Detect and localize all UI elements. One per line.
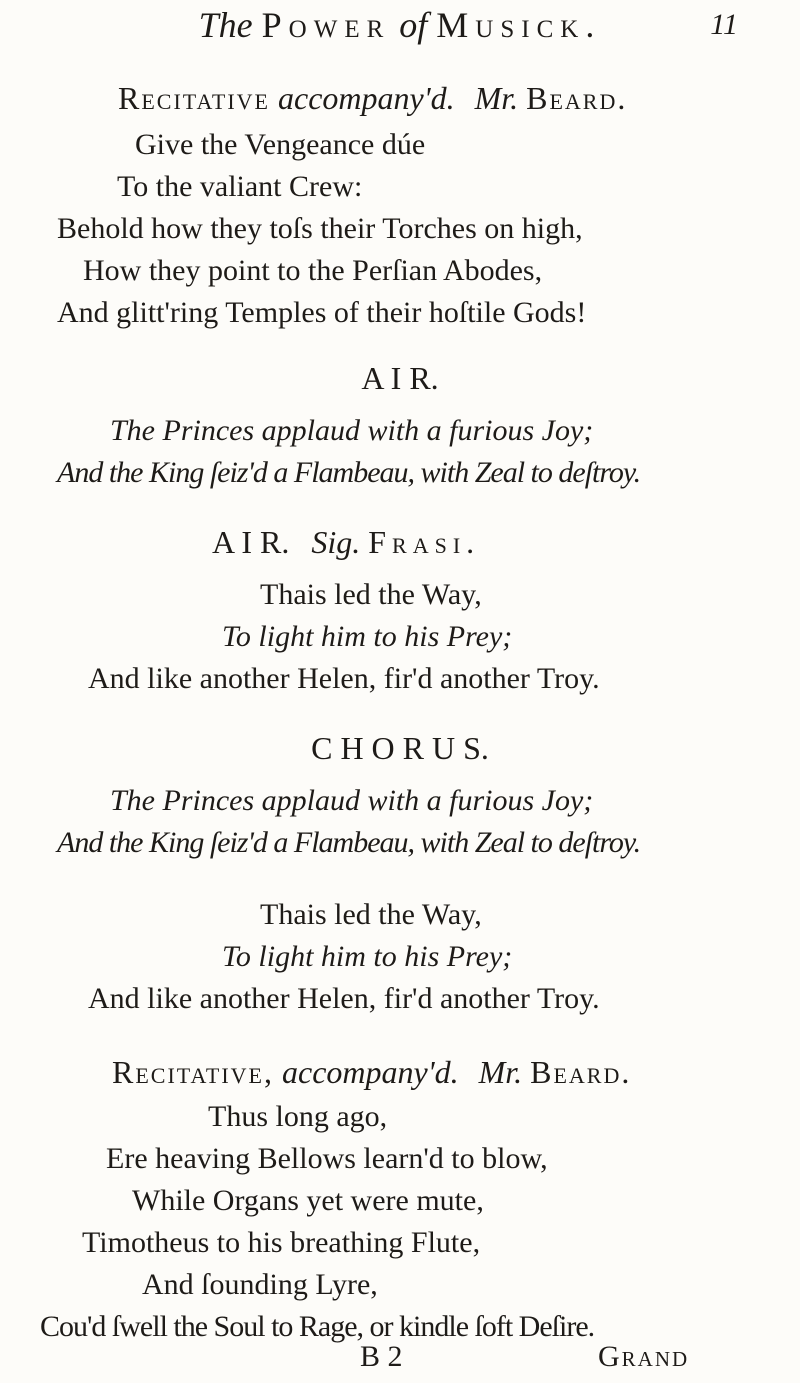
verse-line: To light him to his Prey; — [222, 940, 513, 973]
heading-label: Recitative, — [112, 1054, 274, 1090]
verse-line: And glitt'ring Temples of their hoſtile Gods! — [57, 296, 587, 329]
verse-line: And ſounding Lyre, — [142, 1268, 378, 1301]
running-header — [0, 4, 800, 46]
heading-singer-prefix: Mr. — [478, 1054, 523, 1090]
verse-line: Cou'd ſwell the Soul to Rage, or kindle ſoft Deſire. — [40, 1310, 595, 1343]
verse-line: And like another Helen, fir'd another Troy. — [88, 662, 600, 695]
page-footer — [0, 1340, 800, 1380]
catchword: Grand — [598, 1340, 690, 1373]
heading-label: A I R. — [212, 524, 290, 560]
verse-line: Thais led the Way, — [260, 578, 482, 611]
header-title-the: The — [198, 5, 253, 45]
section-heading-recitative-2 — [112, 1054, 631, 1091]
signature-mark: B 2 — [360, 1340, 403, 1373]
verse-line: Thais led the Way, — [260, 898, 482, 931]
verse-line: The Princes applaud with a furious Joy; — [110, 414, 594, 447]
header-title-power: Power — [261, 5, 391, 45]
heading-singer: Beard. — [526, 80, 628, 116]
verse-line: While Organs yet were mute, — [132, 1184, 484, 1217]
heading-label: Recitative — [118, 80, 270, 116]
verse-line: Thus long ago, — [208, 1100, 388, 1133]
verse-line: Give the Vengeance dúe — [135, 128, 426, 161]
header-title-musick: Musick. — [436, 5, 602, 45]
verse-line: To light him to his Prey; — [222, 620, 513, 653]
verse-line: The Princes applaud with a furious Joy; — [110, 784, 594, 817]
verse-line: Ere heaving Bellows learn'd to blow, — [106, 1142, 548, 1175]
verse-line: To the valiant Crew: — [117, 170, 363, 203]
heading-singer-prefix: Mr. — [474, 80, 519, 116]
heading-sub: accompany'd. — [278, 80, 455, 116]
verse-line: How they point to the Perſian Abodes, — [83, 254, 543, 287]
heading-singer: Beard. — [530, 1054, 632, 1090]
page-number: 11 — [710, 8, 738, 41]
section-heading-air-1: A I R. — [361, 360, 439, 396]
verse-line: And the King ſeiz'd a Flambeau, with Zeal to deſtroy. — [57, 456, 641, 489]
heading-sub: Sig. — [311, 524, 361, 560]
verse-line: And like another Helen, fir'd another Troy. — [88, 982, 600, 1015]
header-title-of: of — [399, 5, 428, 45]
section-heading-chorus: C H O R U S. — [311, 730, 489, 766]
heading-sub: accompany'd. — [282, 1054, 459, 1090]
verse-line: Behold how they toſs their Torches on high, — [57, 212, 583, 245]
verse-line: And the King ſeiz'd a Flambeau, with Zeal to deſtroy. — [57, 826, 641, 859]
verse-line: Timotheus to his breathing Flute, — [82, 1226, 481, 1259]
heading-singer: Frasi. — [368, 524, 481, 560]
section-heading-air-frasi — [212, 524, 480, 561]
section-heading-recitative-1 — [118, 80, 627, 117]
